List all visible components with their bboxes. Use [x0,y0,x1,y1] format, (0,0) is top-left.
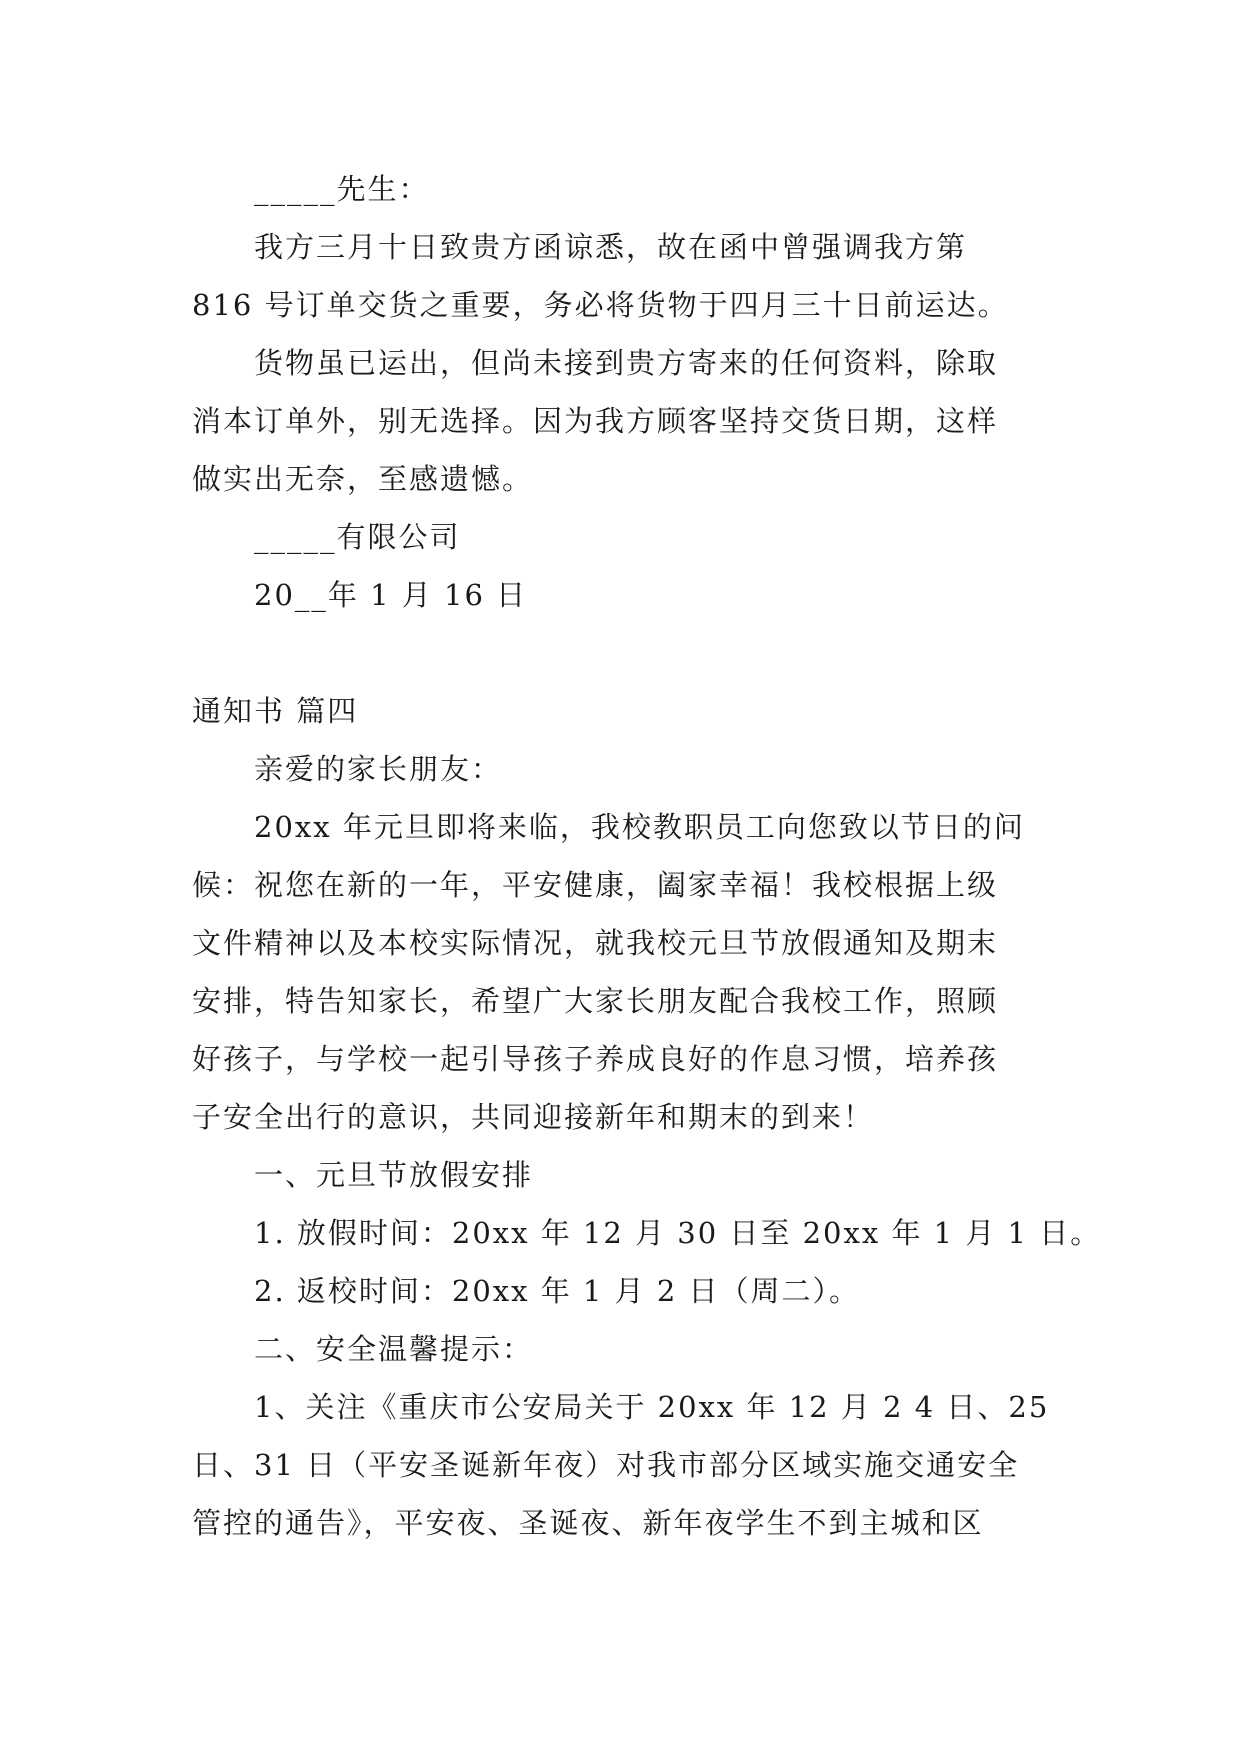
letter-paragraph-2-line-2: 消本订单外，别无选择。因为我方顾客坚持交货日期，这样 [192,404,999,438]
notice-intro-line-6: 子安全出行的意识，共同迎接新年和期末的到来！ [192,1100,875,1134]
notice-section-2-title: 二、安全温馨提示： [254,1332,534,1366]
letter-paragraph-1-line-1: 我方三月十日致贵方函谅悉，故在函中曾强调我方第 [254,230,968,264]
notice-greeting: 亲爱的家长朋友： [254,752,503,786]
notice-section-1-item-1: 1. 放假时间：20xx 年 12 月 30 日至 20xx 年 1 月 1 日。 [254,1216,1102,1250]
letter-paragraph-2-line-3: 做实出无奈，至感遗憾。 [192,462,534,496]
notice-section-1-title: 一、元旦节放假安排 [254,1158,534,1192]
letter-signature: _____有限公司 [254,520,461,554]
notice-section-2-item-1-line-2: 日、31 日（平安圣诞新年夜）对我市部分区域实施交通安全 [192,1448,1020,1482]
notice-section-2-item-1-line-3: 管控的通告》，平安夜、圣诞夜、新年夜学生不到主城和区 [192,1506,984,1540]
notice-intro-line-1: 20xx 年元旦即将来临，我校教职员工向您致以节日的问 [254,810,1025,844]
letter-date: 20__年 1 月 16 日 [254,578,528,612]
notice-intro-line-2: 候：祝您在新的一年，平安健康，阖家幸福！我校根据上级 [192,868,999,902]
document-body [192,160,1102,1552]
letter-salutation: _____先生： [254,172,430,206]
notice-section-2-item-1-line-1: 1、关注《重庆市公安局关于 20xx 年 12 月 2 4 日、25 [254,1390,1050,1424]
notice-intro-line-3: 文件精神以及本校实际情况，就我校元旦节放假通知及期末 [192,926,999,960]
letter-paragraph-2-line-1: 货物虽已运出，但尚未接到贵方寄来的任何资料，除取 [254,346,999,380]
notice-title: 通知书 篇四 [192,694,359,728]
notice-intro-line-4: 安排，特告知家长，希望广大家长朋友配合我校工作，照顾 [192,984,999,1018]
notice-section-1-item-2: 2. 返校时间：20xx 年 1 月 2 日（周二）。 [254,1274,860,1308]
letter-paragraph-1-line-2: 816 号订单交货之重要，务必将货物于四月三十日前运达。 [192,288,1009,322]
notice-intro-line-5: 好孩子，与学校一起引导孩子养成良好的作息习惯，培养孩 [192,1042,999,1076]
section-gap [192,624,1052,682]
